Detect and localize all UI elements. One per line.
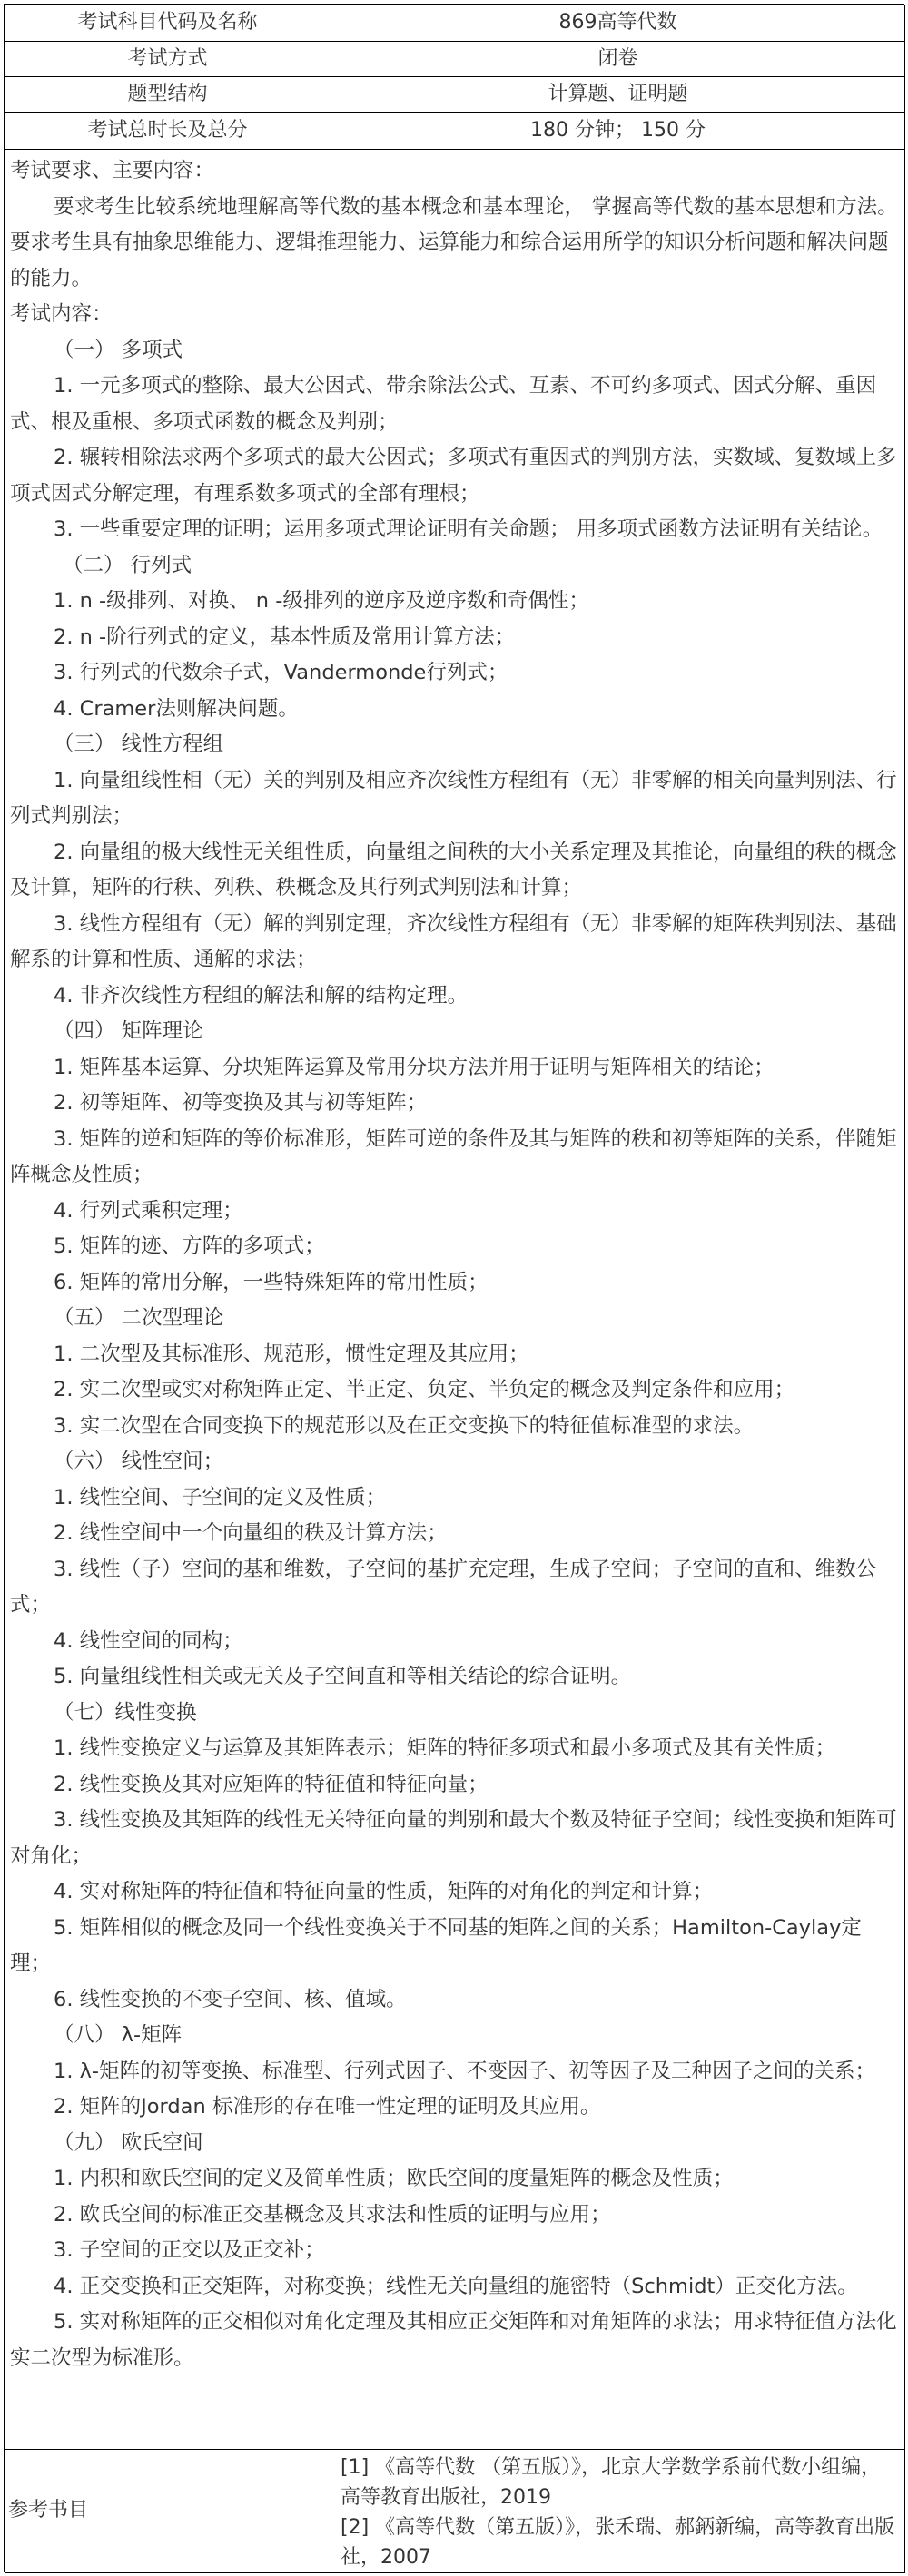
section-item: 1. 向量组线性相（无）关的判别及相应齐次线性方程组有（无）非零解的相关向量判别法、行列式判别法； [10, 768, 897, 828]
subject-code-value: 869高等代数 [331, 5, 905, 42]
section-item: 1. 内积和欧氏空间的定义及简单性质；欧氏空间的度量矩阵的概念及性质； [54, 2167, 734, 2190]
section-item: 3. 矩阵的逆和矩阵的等价标准形，矩阵可逆的条件及其与矩阵的秩和初等矩阵的关系，伴随矩阵概念及性质； [10, 1126, 897, 1186]
section-item: 4. 非齐次线性方程组的解法和解的结构定理。 [54, 983, 469, 1008]
section-item: 4. 行列式乘积定理； [54, 1198, 243, 1223]
section-item: 3. 一些重要定理的证明；运用多项式理论证明有关命题； 用多项式函数方法证明有关结论。 [54, 517, 883, 541]
section-item: 3. 线性方程组有（无）解的判别定理，齐次线性方程组有（无）非零解的矩阵秩判别法、基础解系的计算和性质、通解的求法； [10, 911, 897, 971]
section-item: 4. 线性空间的同构； [54, 1628, 243, 1653]
syllabus-content [5, 150, 905, 2450]
section-title: （二） 行列式 [63, 553, 192, 577]
section-item: 2. 初等矩阵、初等变换及其与初等矩阵； [54, 1091, 428, 1115]
section-item: 2. 向量组的极大线性无关组性质，向量组之间秩的大小关系定理及其推论，向量组的秩的概念及计算，矩阵的行秩、列秩、秩概念及其行列式判别法和计算； [10, 840, 897, 900]
duration-score-label: 考试总时长及总分 [5, 113, 331, 150]
section-item: 5. 矩阵相似的概念及同一个线性变换关于不同基的矩阵之间的关系；Hamilton-Caylay定理； [10, 1915, 862, 1975]
section-item: 6. 线性变换的不变子空间、核、值域。 [54, 1987, 407, 2011]
exam-syllabus-page [4, 4, 904, 2572]
section-item: 2. 实二次型或实对称矩阵正定、半正定、负定、半负定的概念及判定条件和应用； [54, 1378, 795, 1401]
section-item: 4. Cramer法则解决问题。 [54, 696, 299, 721]
section-title: （八） λ-矩阵 [54, 2023, 183, 2047]
requirements-text: 要求考生比较系统地理解高等代数的基本概念和基本理论， 掌握高等代数的基本思想和方法。要求考生具有抽象思维能力、逻辑推理能力、运算能力和综合运用所学的知识分析问题和解决问题的能力。 [10, 194, 898, 290]
content-heading: 考试内容： [10, 302, 113, 326]
section-title: （四） 矩阵理论 [54, 1019, 203, 1043]
section-item: 4. 正交变换和正交矩阵，对称变换；线性无关向量组的施密特（Schmidt）正交化方法。 [54, 2274, 858, 2298]
section-item: 3. 子空间的正交以及正交补； [54, 2238, 325, 2262]
section-item: 3. 线性（子）空间的基和维数，子空间的基扩充定理，生成子空间；子空间的直和、维数公式； [10, 1557, 877, 1617]
section-item: 2. 线性空间中一个向量组的秩及计算方法； [54, 1521, 448, 1545]
question-structure-value: 计算题、证明题 [331, 77, 905, 113]
reference-item: [2] 《高等代数（第五版）》，张禾瑞、郝鈵新编，高等教育出版社，2007 [340, 2516, 895, 2569]
section-title: （七）线性变换 [54, 1700, 197, 1725]
section-item: 1. 二次型及其标准形、规范形，惯性定理及其应用； [54, 1342, 529, 1366]
section-item: 1. 矩阵基本运算、分块矩阵运算及常用分块方法并用于证明与矩阵相关的结论； [54, 1055, 775, 1079]
section-item: 1. n -级排列、对换、 n -级排列的逆序及逆序数和奇偶性； [54, 589, 589, 613]
reference-item: [1] 《高等代数 （第五版）》，北京大学数学系前代数小组编，高等教育出版社，2019 [340, 2456, 882, 2509]
section-item: 4. 实对称矩阵的特征值和特征向量的性质，矩阵的对角化的判定和计算； [54, 1880, 714, 1903]
section-item: 1. λ-矩阵的初等变换、标准型、行列式因子、不变因子、初等因子及三种因子之间的关系； [54, 2059, 876, 2083]
section-item: 3. 实二次型在合同变换下的规范形以及在正交变换下的特征值标准型的求法。 [54, 1413, 755, 1438]
section-item: 1. 线性空间、子空间的定义及性质； [54, 1485, 387, 1509]
section-item: 2. 欧氏空间的标准正交基概念及其求法和性质的证明与应用； [54, 2202, 611, 2227]
requirements-heading: 考试要求、主要内容： [10, 159, 215, 182]
references-label: 参考书目 [5, 2450, 331, 2573]
section-title: （五） 二次型理论 [54, 1306, 224, 1330]
section-item: 2. 矩阵的Jordan 标准形的存在唯一性定理的证明及其应用。 [54, 2095, 601, 2119]
section-item: 1. 线性变换定义与运算及其矩阵表示；矩阵的特征多项式和最小多项式及其有关性质； [54, 1736, 836, 1760]
section-item: 5. 向量组线性相关或无关及子空间直和等相关结论的综合证明。 [54, 1665, 632, 1688]
section-item: 2. n -阶行列式的定义，基本性质及常用计算方法； [54, 624, 516, 649]
section-item: 2. 辗转相除法求两个多项式的最大公因式；多项式有重因式的判别方法，实数域、复数域上多项式因式分解定理，有理系数多项式的全部有理根； [10, 446, 897, 506]
question-structure-label: 题型结构 [5, 77, 331, 113]
section-title: （九） 欧氏空间 [54, 2130, 203, 2155]
section-title: （六） 线性空间； [54, 1450, 224, 1473]
syllabus-table [4, 4, 904, 2572]
references-list [331, 2450, 905, 2573]
section-item: 5. 矩阵的迹、方阵的多项式； [54, 1234, 325, 1258]
section-item: 2. 线性变换及其对应矩阵的特征值和特征向量； [54, 1772, 489, 1796]
duration-score-value: 180 分钟； 150 分 [331, 113, 905, 150]
section-item: 1. 一元多项式的整除、最大公因式、带余除法公式、互素、不可约多项式、因式分解、重因式、根及重根、多项式函数的概念及判别； [10, 374, 877, 434]
section-title: （一） 多项式 [54, 338, 183, 362]
subject-code-label: 考试科目代码及名称 [5, 5, 331, 42]
section-item: 3. 行列式的代数余子式，Vandermonde行列式； [54, 661, 508, 684]
section-item: 3. 线性变换及其矩阵的线性无关特征向量的判别和最大个数及特征子空间；线性变换和矩阵可对角化； [10, 1808, 897, 1868]
exam-method-value: 闭卷 [331, 42, 905, 77]
section-title: （三） 线性方程组 [54, 732, 224, 756]
section-item: 6. 矩阵的常用分解，一些特殊矩阵的常用性质； [54, 1270, 489, 1294]
section-item: 5. 实对称矩阵的正交相似对角化定理及其相应正交矩阵和对角矩阵的求法；用求特征值方法化实二次型为标准形。 [10, 2310, 897, 2370]
exam-method-label: 考试方式 [5, 42, 331, 77]
